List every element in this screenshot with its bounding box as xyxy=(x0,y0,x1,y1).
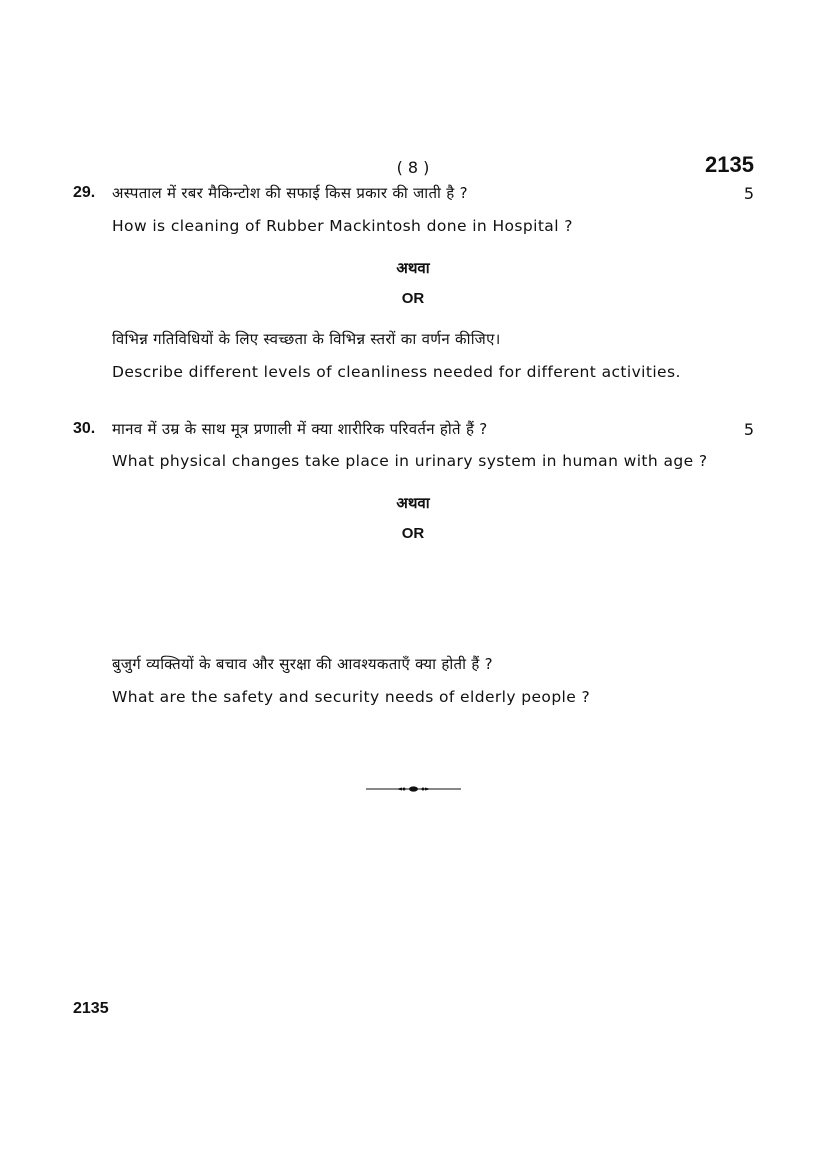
question-30-marks: 5 xyxy=(743,420,754,439)
question-29-number: 29. xyxy=(73,184,96,201)
end-of-paper-ornament xyxy=(366,783,461,795)
question-29-english: How is cleaning of Rubber Mackintosh done in Hospital ? xyxy=(112,217,573,235)
question-30-hindi: मानव में उम्र के साथ मूत्र प्रणाली में क्या शारीरिक परिवर्तन होते हैं ? xyxy=(112,420,488,438)
question-30-or-hindi: अथवा xyxy=(396,494,430,512)
paper-code-footer: 2135 xyxy=(73,1000,109,1017)
question-30-english: What physical changes take place in urinary system in human with age ? xyxy=(112,452,708,470)
question-29-alt-hindi: विभिन्न गतिविधियों के लिए स्वच्छता के विभिन्न स्तरों का वर्णन कीजिए। xyxy=(112,330,501,348)
paper-code-header: 2135 xyxy=(705,152,754,177)
question-29-or-english: OR xyxy=(401,290,425,307)
page-number: ( 8 ) xyxy=(396,158,430,177)
question-29-hindi: अस्पताल में रबर मैकिन्टोश की सफाई किस प्रकार की जाती है ? xyxy=(112,184,468,202)
question-30-number: 30. xyxy=(73,420,96,437)
question-29-or-hindi: अथवा xyxy=(396,259,430,277)
question-30-alt-hindi: बुजुर्ग व्यक्तियों के बचाव और सुरक्षा की आवश्यकताएँ क्या होती हैं ? xyxy=(112,655,493,673)
question-30-or-english: OR xyxy=(401,525,425,542)
question-30-alt-english: What are the safety and security needs of elderly people ? xyxy=(112,688,591,706)
question-29-marks: 5 xyxy=(743,184,754,203)
question-29-alt-english: Describe different levels of cleanliness needed for different activities. xyxy=(112,363,681,381)
